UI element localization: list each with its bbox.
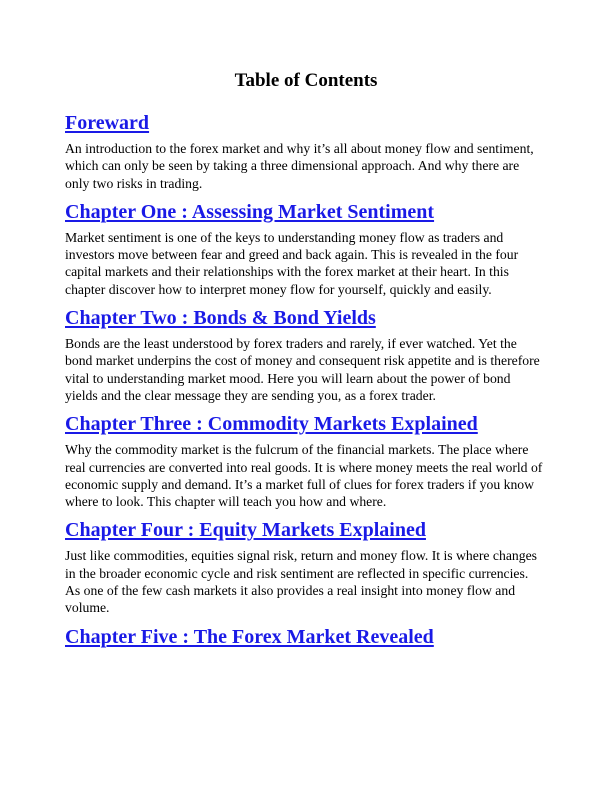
toc-description-chapter-two: Bonds are the least understood by forex traders and rarely, if ever watched. Yet the bond market underpins the cost of money and consequent risk appetite and is therefore vital to understanding market mood. Here you will learn about the power of bond yields and the clear message they are sending you, as a forex trader. <box>65 336 540 403</box>
toc-entries <box>65 111 545 654</box>
toc-link-chapter-four[interactable]: Chapter Four : Equity Markets Explained <box>65 519 426 542</box>
toc-link-chapter-two[interactable]: Chapter Two : Bonds & Bond Yields <box>65 307 376 330</box>
toc-entry-chapter-four <box>65 518 545 616</box>
toc-link-chapter-five[interactable]: Chapter Five : The Forex Market Revealed <box>65 625 434 648</box>
toc-link-foreward[interactable]: Foreward <box>65 112 150 134</box>
toc-link-chapter-one[interactable]: Chapter One : Assessing Market Sentiment <box>65 200 435 223</box>
toc-description-chapter-one: Market sentiment is one of the keys to understanding money flow as traders and investors move between fear and greed and back again. This is revealed in the four capital markets and their relationships with the forex market at their heart. In this chapter discover how to interpret money flow for yourself, quickly and easily. <box>65 229 519 297</box>
toc-description-chapter-four: Just like commodities, equities signal risk, return and money flow. It is where changes in the broader economic cycle and risk sentiment are reflected in specific currencies. As one of the few cash markets it also provides a real insight into money flow and volume. <box>65 548 537 616</box>
toc-entry-chapter-one <box>65 200 545 298</box>
page-title: Table of Contents <box>234 70 378 91</box>
toc-link-chapter-three[interactable]: Chapter Three : Commodity Markets Explained <box>65 413 478 436</box>
toc-description-chapter-three: Why the commodity market is the fulcrum of the financial markets. The place where real currencies are converted into real goods. It is where money meets the real world of economic supply and demand. It’s a market full of clues for forex traders if you know where to look. This chapter will teach you how and where. <box>65 442 543 510</box>
toc-entry-chapter-two <box>65 306 545 404</box>
toc-entry-chapter-five <box>65 625 545 654</box>
toc-entry-foreward <box>65 111 545 192</box>
toc-entry-chapter-three <box>65 412 545 510</box>
toc-description-foreward: An introduction to the forex market and why it’s all about money flow and sentiment, which can only be seen by taking a three dimensional approach. And why there are only two risks in trading. <box>65 141 534 191</box>
